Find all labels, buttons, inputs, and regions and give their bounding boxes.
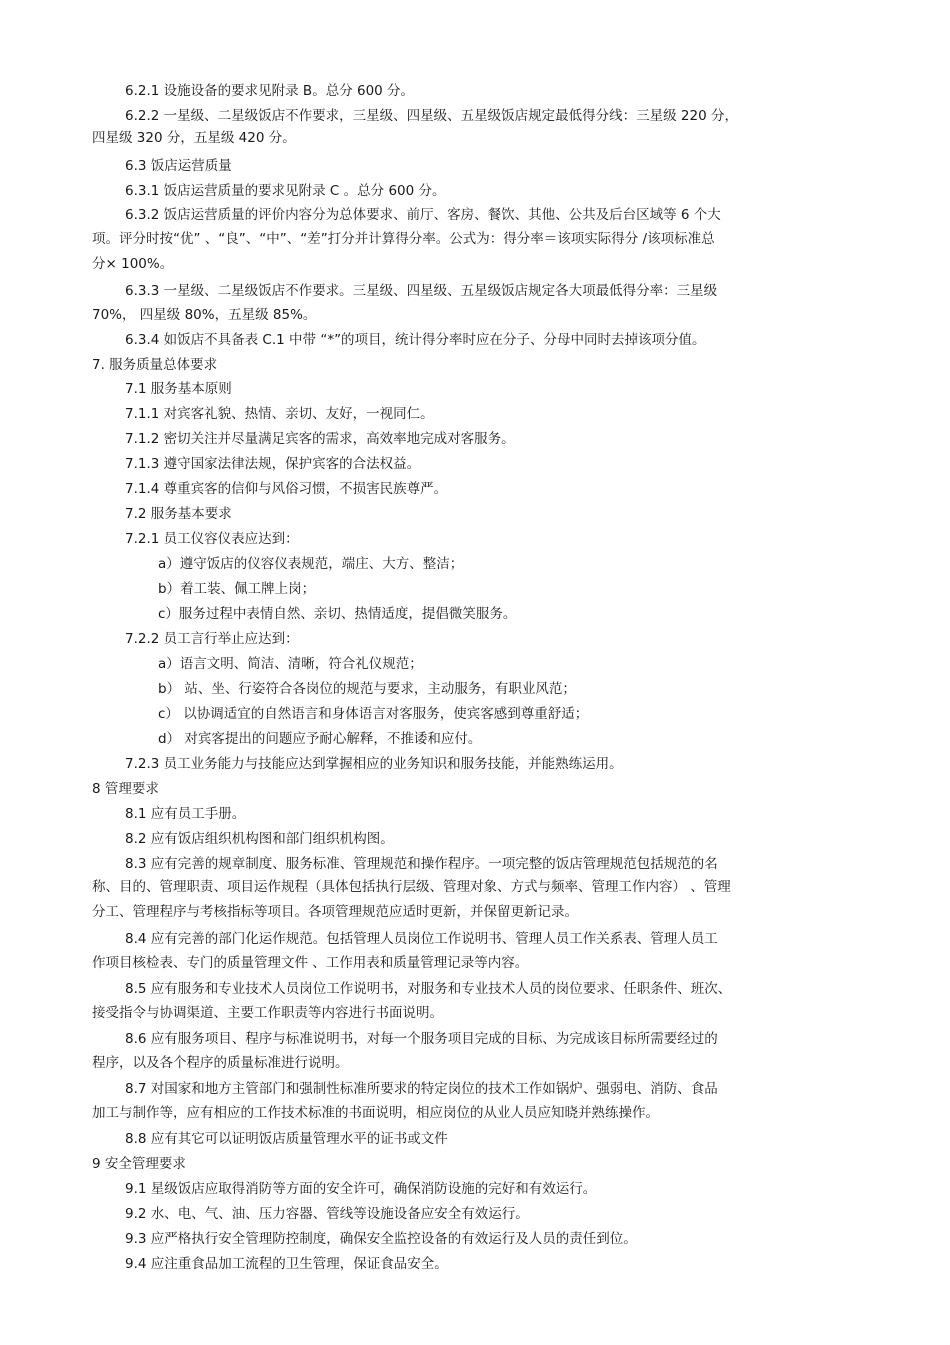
para-9-3: 9.3 应严格执行安全管理防控制度，确保安全监控设备的有效运行及人员的责任到位。 — [125, 1231, 637, 1247]
section-8-title: 8 管理要求 — [92, 781, 159, 797]
para-6-3-2: 6.3.2 饭店运营质量的评价内容分为总体要求、前厅、客房、餐饮、其他、公共及后台区域等 6 个大 — [125, 207, 721, 223]
para-8-3-cont-2: 分工、管理程序与考核指标等项目。各项管理规范应适时更新，并保留更新记录。 — [92, 904, 578, 920]
para-6-3-4: 6.3.4 如饭店不具备表 C.1 中带 “*”的项目，统计得分率时应在分子、分母中同时去掉该项分值。 — [125, 332, 706, 348]
para-8-7-cont: 加工与制作等，应有相应的工作技术标准的书面说明，相应岗位的从业人员应知晓并熟练操作。 — [92, 1105, 659, 1121]
para-9-4: 9.4 应注重食品加工流程的卫生管理，保证食品安全。 — [125, 1256, 448, 1272]
heading-7-2: 7.2 服务基本要求 — [125, 506, 232, 522]
list-item-7-2-2-a: a）语言文明、简洁、清晰，符合礼仪规范； — [158, 656, 423, 672]
para-6-3-2-cont-1: 项。评分时按“优” 、“良”、“中”、“差”打分并计算得分率。公式为：得分率＝该项实际得分 /该项标准总 — [92, 231, 715, 247]
list-item-7-2-2-b: b） 站、坐、行姿符合各岗位的规范与要求，主动服务，有职业风范； — [158, 681, 576, 697]
para-8-3-cont-1: 称、目的、管理职责、项目运作规程（具体包括执行层级、管理对象、方式与频率、管理工作内容） 、管理 — [92, 879, 731, 895]
para-9-1: 9.1 星级饭店应取得消防等方面的安全许可，确保消防设施的完好和有效运行。 — [125, 1181, 597, 1197]
para-7-1-3: 7.1.3 遵守国家法律法规，保护宾客的合法权益。 — [125, 456, 421, 472]
para-6-2-1: 6.2.1 设施设备的要求见附录 B。总分 600 分。 — [125, 83, 415, 99]
para-8-3: 8.3 应有完善的规章制度、服务标准、管理规范和操作程序。一项完整的饭店管理规范包括规范的名 — [125, 856, 718, 872]
para-6-2-2: 6.2.2 一星级、二星级饭店不作要求，三星级、四星级、五星级饭店规定最低得分线：三星级 220 分， — [125, 108, 738, 124]
para-8-2: 8.2 应有饭店组织机构图和部门组织机构图。 — [125, 831, 394, 847]
para-7-1-2: 7.1.2 密切关注并尽量满足宾客的需求，高效率地完成对客服务。 — [125, 431, 515, 447]
para-9-2: 9.2 水、电、气、油、压力容器、管线等设施设备应安全有效运行。 — [125, 1206, 529, 1222]
para-6-3-3: 6.3.3 一星级、二星级饭店不作要求。三星级、四星级、五星级饭店规定各大项最低得分率：三星级 — [125, 283, 718, 299]
para-8-5-cont: 接受指令与协调渠道、主要工作职责等内容进行书面说明。 — [92, 1005, 443, 1021]
para-7-1-1: 7.1.1 对宾客礼貌、热情、亲切、友好，一视同仁。 — [125, 406, 434, 422]
para-8-6: 8.6 应有服务项目、程序与标准说明书，对每一个服务项目完成的目标、为完成该目标所需要经过的 — [125, 1031, 718, 1047]
section-9-title: 9 安全管理要求 — [92, 1156, 186, 1172]
list-item-7-2-2-c: c） 以协调适宜的自然语言和身体语言对客服务，使宾客感到尊重舒适； — [158, 706, 589, 722]
para-8-6-cont: 程序，以及各个程序的质量标准进行说明。 — [92, 1055, 349, 1071]
section-7-title: 7. 服务质量总体要求 — [92, 357, 218, 373]
para-7-2-2: 7.2.2 员工言行举止应达到： — [125, 631, 299, 647]
list-item-7-2-1-c: c）服务过程中表情自然、亲切、热情适度，提倡微笑服务。 — [158, 606, 517, 622]
para-7-1-4: 7.1.4 尊重宾客的信仰与风俗习惯，不损害民族尊严。 — [125, 481, 448, 497]
heading-6-3: 6.3 饭店运营质量 — [125, 158, 232, 174]
para-8-1: 8.1 应有员工手册。 — [125, 806, 246, 822]
para-7-2-1: 7.2.1 员工仪容仪表应达到： — [125, 531, 299, 547]
para-6-2-2-cont: 四星级 320 分，五星级 420 分。 — [92, 130, 296, 146]
para-8-4: 8.4 应有完善的部门化运作规范。包括管理人员岗位工作说明书、管理人员工作关系表、管理人员工 — [125, 931, 718, 947]
para-7-2-3: 7.2.3 员工业务能力与技能应达到掌握相应的业务知识和服务技能，并能熟练运用。 — [125, 756, 623, 772]
para-8-5: 8.5 应有服务和专业技术人员岗位工作说明书，对服务和专业技术人员的岗位要求、任职条件、班次、 — [125, 981, 732, 997]
list-item-7-2-1-b: b）着工装、佩工牌上岗； — [158, 581, 316, 597]
para-8-8: 8.8 应有其它可以证明饭店质量管理水平的证书或文件 — [125, 1131, 448, 1147]
para-6-3-1: 6.3.1 饭店运营质量的要求见附录 C 。总分 600 分。 — [125, 183, 446, 199]
list-item-7-2-2-d: d） 对宾客提出的问题应予耐心解释，不推诿和应付。 — [158, 731, 482, 747]
para-8-4-cont: 作项目核检表、专门的质量管理文件 、工作用表和质量管理记录等内容。 — [92, 955, 529, 971]
para-6-3-2-cont-2: 分× 100%。 — [92, 256, 174, 272]
list-item-7-2-1-a: a）遵守饭店的仪容仪表规范，端庄、大方、整洁； — [158, 556, 464, 572]
para-6-3-3-cont: 70%， 四星级 80%，五星级 85%。 — [92, 307, 317, 323]
heading-7-1: 7.1 服务基本原则 — [125, 381, 232, 397]
para-8-7: 8.7 对国家和地方主管部门和强制性标准所要求的特定岗位的技术工作如锅炉、强弱电、消防、食品 — [125, 1081, 718, 1097]
